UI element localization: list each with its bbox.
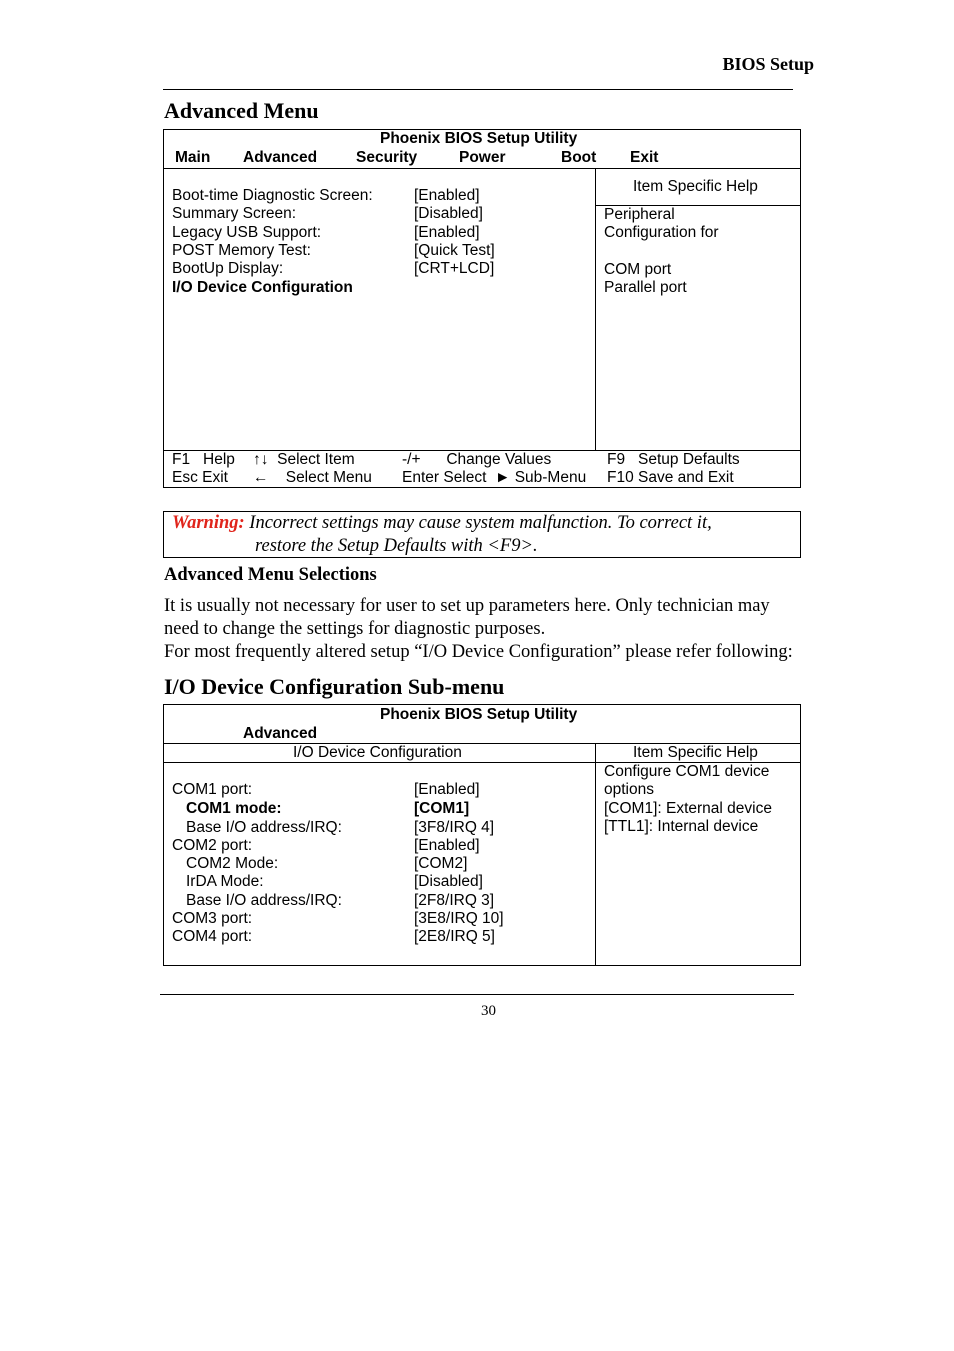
help-line: Configuration for <box>604 224 719 241</box>
help-line: Parallel port <box>604 279 687 296</box>
key-esc-exit: Esc Exit <box>172 469 228 486</box>
bios-utility-title: Phoenix BIOS Setup Utility <box>380 130 578 147</box>
setting-label[interactable]: Summary Screen: <box>172 205 297 222</box>
tab-advanced[interactable]: Advanced <box>243 149 318 166</box>
help-line: Configure COM1 device <box>604 763 770 780</box>
help-line: options <box>604 781 654 798</box>
setting-value[interactable]: [Enabled] <box>414 781 480 798</box>
key-change-values: -/+ Change Values <box>402 451 552 468</box>
help-column-divider <box>595 743 596 965</box>
help-line: [COM1]: External device <box>604 800 772 817</box>
tab-security[interactable]: Security <box>356 149 418 166</box>
tab-advanced[interactable]: Advanced <box>243 725 318 742</box>
section-heading-io-submenu: I/O Device Configuration Sub-menu <box>164 674 505 699</box>
footer-rule <box>160 994 794 995</box>
tab-bar-divider <box>164 168 800 169</box>
setting-label[interactable]: Legacy USB Support: <box>172 224 322 241</box>
tab-boot[interactable]: Boot <box>561 149 597 166</box>
setting-label[interactable]: COM2 Mode: <box>186 855 279 872</box>
column-header-io-config: I/O Device Configuration <box>293 744 462 761</box>
warning-text-line2: restore the Setup Defaults with <F9>. <box>255 536 538 556</box>
setting-label[interactable]: COM4 port: <box>172 928 253 945</box>
setting-label[interactable]: Base I/O address/IRQ: <box>186 819 342 836</box>
paragraph-line: It is usually not necessary for user to set up parameters here. Only technician may <box>164 596 770 616</box>
section-heading-advanced-menu: Advanced Menu <box>164 98 319 123</box>
help-line: COM port <box>604 261 672 278</box>
tab-power[interactable]: Power <box>459 149 506 166</box>
paragraph-line: need to change the settings for diagnostic purposes. <box>164 619 546 639</box>
key-save-exit: F10 Save and Exit <box>607 469 734 486</box>
setting-value[interactable]: [Quick Test] <box>414 242 495 259</box>
setting-value[interactable]: [CRT+LCD] <box>414 260 495 277</box>
running-header: BIOS Setup <box>722 54 814 74</box>
setting-label[interactable]: Boot-time Diagnostic Screen: <box>172 187 373 204</box>
help-title: Item Specific Help <box>633 744 758 761</box>
warning-message: Incorrect settings may cause system malfunction. To correct it, <box>244 513 712 533</box>
setting-label[interactable]: COM2 port: <box>172 837 253 854</box>
help-title: Item Specific Help <box>633 178 758 195</box>
key-enter-submenu: Enter Select ► Sub-Menu <box>402 469 587 486</box>
setting-label[interactable]: POST Memory Test: <box>172 242 311 259</box>
page-number: 30 <box>481 1003 496 1019</box>
setting-label[interactable]: COM1 port: <box>172 781 253 798</box>
key-setup-defaults: F9 Setup Defaults <box>607 451 740 468</box>
subheading-advanced-menu-selections: Advanced Menu Selections <box>164 565 377 585</box>
setting-label[interactable]: IrDA Mode: <box>186 873 264 890</box>
setting-label-selected[interactable]: COM1 mode: <box>186 800 282 817</box>
setting-value[interactable]: [3E8/IRQ 10] <box>414 910 504 927</box>
key-f1-help: F1 Help <box>172 451 235 468</box>
setting-value[interactable]: [Enabled] <box>414 187 480 204</box>
setting-value[interactable]: [Disabled] <box>414 873 483 890</box>
setting-value[interactable]: [2E8/IRQ 5] <box>414 928 495 945</box>
help-line: Peripheral <box>604 206 675 223</box>
setting-value-selected[interactable]: [COM1] <box>414 800 470 817</box>
setting-value[interactable]: [Enabled] <box>414 837 480 854</box>
tab-exit[interactable]: Exit <box>630 149 659 166</box>
setting-label[interactable]: BootUp Display: <box>172 260 284 277</box>
paragraph-line: For most frequently altered setup “I/O Device Configuration” please refer following: <box>164 642 793 662</box>
setting-label[interactable]: COM3 port: <box>172 910 253 927</box>
submenu-io-device-configuration[interactable]: I/O Device Configuration <box>172 279 353 296</box>
key-select-menu: ← Select Menu <box>253 469 372 486</box>
bios-utility-title: Phoenix BIOS Setup Utility <box>380 706 578 723</box>
warning-label: Warning: <box>172 513 245 533</box>
setting-value[interactable]: [COM2] <box>414 855 468 872</box>
tab-main[interactable]: Main <box>175 149 211 166</box>
key-select-item: ↑↓ Select Item <box>253 451 355 468</box>
setting-value[interactable]: [Disabled] <box>414 205 483 222</box>
setting-value[interactable]: [2F8/IRQ 3] <box>414 892 495 909</box>
setting-value[interactable]: [Enabled] <box>414 224 480 241</box>
help-line: [TTL1]: Internal device <box>604 818 759 835</box>
warning-text-line1 <box>172 513 712 534</box>
help-column-divider <box>595 168 596 450</box>
setting-label[interactable]: Base I/O address/IRQ: <box>186 892 342 909</box>
setting-value[interactable]: [3F8/IRQ 4] <box>414 819 495 836</box>
header-rule <box>163 89 793 90</box>
